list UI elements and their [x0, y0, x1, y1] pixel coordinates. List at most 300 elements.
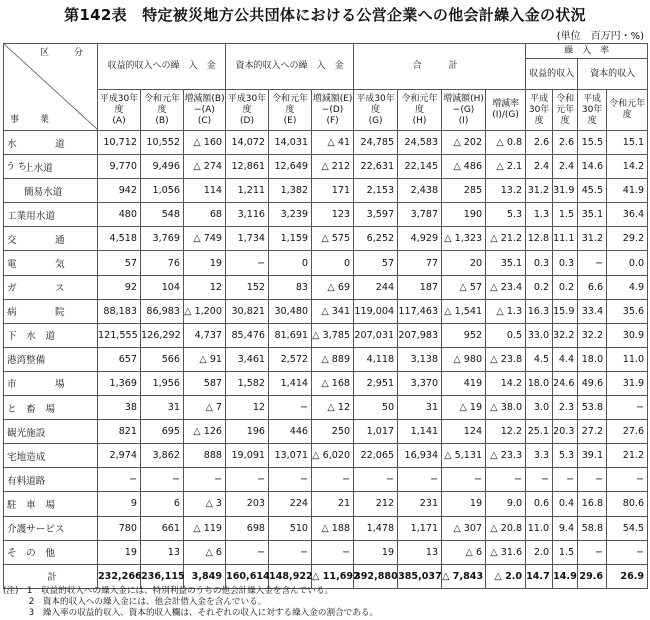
- table-cell: 9,496: [141, 155, 184, 179]
- table-cell: −: [607, 396, 648, 420]
- table-cell: 1,956: [141, 371, 184, 395]
- table-row: [4, 323, 648, 347]
- table-cell: 3,370: [398, 371, 442, 395]
- table-cell: △ 31.6: [486, 540, 526, 564]
- table-cell: 0.2: [526, 275, 553, 299]
- table-cell: −: [486, 468, 526, 492]
- table-cell: 888: [184, 444, 226, 468]
- table-cell: 36.4: [607, 203, 648, 227]
- column-header-code: (I): [458, 115, 469, 126]
- table-cell: △ 202: [442, 131, 486, 155]
- table-cell: 2.0: [526, 540, 553, 564]
- table-cell: 1,414: [269, 371, 312, 395]
- table-cell: 14.2: [607, 155, 648, 179]
- table-cell: 32.2: [578, 323, 607, 347]
- table-cell: 419: [442, 371, 486, 395]
- table-cell: 21.2: [607, 444, 648, 468]
- table-cell: 92: [98, 275, 141, 299]
- table-row: [4, 227, 648, 251]
- kubun-label: 区 分: [39, 48, 91, 58]
- table-cell: 207,983: [398, 323, 442, 347]
- table-cell: 152: [226, 275, 269, 299]
- table-cell: −: [578, 468, 607, 492]
- table-cell: 250: [312, 420, 354, 444]
- table-cell: −: [354, 468, 398, 492]
- table-cell: 19,091: [226, 444, 269, 468]
- table-cell: 1,582: [226, 371, 269, 395]
- row-label-text: 水 道: [7, 138, 65, 150]
- table-cell: 2,438: [398, 179, 442, 203]
- table-title: 第142表 特定被災地方公共団体における公営企業への他会計繰入金の状況: [64, 6, 586, 24]
- table-cell: 15.9: [553, 299, 578, 323]
- sub-d2-header: 資本的収入: [578, 59, 648, 90]
- table-cell: △ 274: [184, 155, 226, 179]
- table-cell: 35.1: [578, 203, 607, 227]
- table-cell: 33.0: [526, 323, 553, 347]
- table-cell: 30,480: [269, 299, 312, 323]
- table-cell: 88,183: [98, 299, 141, 323]
- column-header-label: 平成30年度: [356, 93, 395, 115]
- table-cell: △ 6,020: [312, 444, 354, 468]
- table-cell: 22,065: [354, 444, 398, 468]
- table-cell: 11.0: [526, 516, 553, 540]
- table-cell: 31: [398, 396, 442, 420]
- table-row: [4, 420, 648, 444]
- table-cell: 187: [398, 275, 442, 299]
- column-header: [184, 90, 226, 131]
- row-label-text: 計: [47, 572, 57, 584]
- footnote: 3 繰入率の収益的収入、資本的収入欄は、それぞれの収入に対する繰入金の割合である。: [3, 607, 379, 618]
- table-cell: 1,056: [141, 179, 184, 203]
- table-cell: 10,552: [141, 131, 184, 155]
- table-cell: 22,145: [398, 155, 442, 179]
- table-cell: 212: [354, 492, 398, 516]
- table-cell: 54.5: [607, 516, 648, 540]
- table-cell: 5.3: [553, 444, 578, 468]
- table-cell: 0.6: [526, 492, 553, 516]
- table-cell: △ 212: [312, 155, 354, 179]
- column-header: [442, 90, 486, 131]
- table-cell: 85,476: [226, 323, 269, 347]
- row-label-text: 市 場: [7, 379, 65, 391]
- row-label: [4, 396, 98, 420]
- table-cell: 38: [98, 396, 141, 420]
- row-label: [4, 564, 98, 588]
- table-cell: 76: [141, 251, 184, 275]
- table-cell: 20: [442, 251, 486, 275]
- column-header-label: 令和元年度: [143, 93, 180, 115]
- row-label: [4, 155, 98, 179]
- table-cell: 0.3: [553, 251, 578, 275]
- table-cell: 1,017: [354, 420, 398, 444]
- table-cell: △ 1,541: [442, 299, 486, 323]
- group-c-header: 合 計: [354, 44, 526, 90]
- table-cell: 119,004: [354, 299, 398, 323]
- table-cell: 385,037: [398, 564, 442, 588]
- column-header: [486, 90, 526, 131]
- row-label: [4, 179, 98, 203]
- table-cell: 4.9: [607, 275, 648, 299]
- row-label-text: ガ ス: [7, 283, 65, 295]
- table-cell: 510: [269, 516, 312, 540]
- table-cell: △ 1,200: [184, 299, 226, 323]
- table-cell: 15.5: [578, 131, 607, 155]
- row-label: [4, 251, 98, 275]
- table-cell: 14.7: [526, 564, 553, 588]
- table-cell: 446: [269, 420, 312, 444]
- table-cell: △ 3,785: [312, 323, 354, 347]
- table-cell: △ 2.0: [486, 564, 526, 588]
- table-cell: 31.9: [553, 179, 578, 203]
- column-header: [226, 90, 269, 131]
- table-cell: 30,821: [226, 299, 269, 323]
- table-row: [4, 468, 648, 492]
- table-cell: −: [607, 540, 648, 564]
- row-label: [4, 371, 98, 395]
- row-label: [4, 275, 98, 299]
- row-label-text: 病 院: [7, 307, 65, 319]
- table-cell: 19: [184, 251, 226, 275]
- row-label: [4, 492, 98, 516]
- table-cell: 30.9: [607, 323, 648, 347]
- table-cell: 548: [141, 203, 184, 227]
- table-cell: 3,787: [398, 203, 442, 227]
- column-header-code: (E): [283, 115, 297, 126]
- table-cell: △ 6: [442, 540, 486, 564]
- table-cell: −: [578, 251, 607, 275]
- column-header-label: 増減額(B)−(A): [184, 93, 225, 115]
- row-label-text: 有料道路: [7, 475, 46, 487]
- total-row: [4, 564, 648, 588]
- table-cell: 3,597: [354, 203, 398, 227]
- table-cell: −: [578, 540, 607, 564]
- table-cell: 77: [398, 251, 442, 275]
- column-header-label: 令和元年度: [556, 93, 575, 126]
- table-cell: 203: [226, 492, 269, 516]
- row-label: [4, 347, 98, 371]
- table-cell: △ 126: [184, 420, 226, 444]
- table-cell: △ 160: [184, 131, 226, 155]
- table-cell: 86,983: [141, 299, 184, 323]
- table-cell: 6.6: [578, 275, 607, 299]
- table-row: [4, 203, 648, 227]
- table-cell: 15.1: [607, 131, 648, 155]
- group-a-header: 収益的収入への繰 入 金: [98, 44, 226, 90]
- table-cell: 12,861: [226, 155, 269, 179]
- table-cell: △ 6: [184, 540, 226, 564]
- jigyo-label: 事 業: [10, 115, 56, 125]
- table-cell: 2,572: [269, 347, 312, 371]
- table-row: [4, 396, 648, 420]
- column-header-code: (F): [326, 115, 339, 126]
- table-cell: 0.3: [526, 251, 553, 275]
- table-cell: 19: [442, 492, 486, 516]
- table-cell: −: [184, 468, 226, 492]
- table-cell: 4,518: [98, 227, 141, 251]
- table-cell: 2.3: [553, 396, 578, 420]
- table-cell: −: [312, 468, 354, 492]
- table-cell: 661: [141, 516, 184, 540]
- table-cell: 68: [184, 203, 226, 227]
- corner-header: [4, 44, 98, 131]
- table-cell: 20.3: [553, 420, 578, 444]
- table-cell: 9,770: [98, 155, 141, 179]
- table-cell: 16.8: [578, 492, 607, 516]
- column-header: [398, 90, 442, 131]
- table-cell: 35.1: [486, 251, 526, 275]
- table-cell: △ 41: [312, 131, 354, 155]
- row-label: [4, 323, 98, 347]
- table-cell: 1,382: [269, 179, 312, 203]
- table-cell: 587: [184, 371, 226, 395]
- table-cell: 952: [442, 323, 486, 347]
- column-header: [354, 90, 398, 131]
- table-cell: 12,649: [269, 155, 312, 179]
- table-cell: △ 91: [184, 347, 226, 371]
- table-cell: 196: [226, 420, 269, 444]
- table-cell: 12: [184, 275, 226, 299]
- table-cell: △ 486: [442, 155, 486, 179]
- data-table: [3, 43, 648, 589]
- row-label: [4, 444, 98, 468]
- table-cell: 3,116: [226, 203, 269, 227]
- table-cell: 160,614: [226, 564, 269, 588]
- table-row: [4, 492, 648, 516]
- uchi-label: う ち: [6, 162, 27, 173]
- table-cell: △ 5,131: [442, 444, 486, 468]
- table-cell: △ 23.4: [486, 275, 526, 299]
- table-cell: 117,463: [398, 299, 442, 323]
- table-cell: 1.3: [526, 203, 553, 227]
- table-cell: 480: [98, 203, 141, 227]
- table-cell: 11.1: [553, 227, 578, 251]
- table-cell: 942: [98, 179, 141, 203]
- table-row: [4, 540, 648, 564]
- row-label-text: 宅地造成: [7, 451, 46, 463]
- row-label: [4, 131, 98, 155]
- table-row: [4, 275, 648, 299]
- table-cell: 21: [312, 492, 354, 516]
- table-cell: 12: [226, 396, 269, 420]
- table-cell: 27.6: [607, 420, 648, 444]
- table-cell: 1,734: [226, 227, 269, 251]
- table-row: [4, 131, 648, 155]
- table-cell: 3,239: [269, 203, 312, 227]
- table-cell: △ 3: [184, 492, 226, 516]
- table-cell: 16,934: [398, 444, 442, 468]
- column-header-code: (D): [240, 115, 254, 126]
- table-cell: △ 23.8: [486, 347, 526, 371]
- row-label-text: 簡易水道: [24, 186, 63, 198]
- table-cell: 9.0: [486, 492, 526, 516]
- table-cell: −: [226, 468, 269, 492]
- table-cell: 14.9: [553, 564, 578, 588]
- table-cell: 114: [184, 179, 226, 203]
- table-cell: △ 57: [442, 275, 486, 299]
- table-cell: △ 69: [312, 275, 354, 299]
- table-cell: 19: [354, 540, 398, 564]
- table-cell: 9.4: [553, 516, 578, 540]
- table-cell: △ 11,692: [312, 564, 354, 588]
- table-cell: 31: [141, 396, 184, 420]
- column-header-code: (H): [412, 115, 427, 126]
- unit-label: (単位 百万円・%): [556, 31, 644, 42]
- table-cell: 32.2: [553, 323, 578, 347]
- table-cell: △ 119: [184, 516, 226, 540]
- table-cell: 80.6: [607, 492, 648, 516]
- table-cell: 1,478: [354, 516, 398, 540]
- table-cell: △ 0.8: [486, 131, 526, 155]
- table-cell: 1.5: [553, 540, 578, 564]
- column-header-label: 増減額(E)−(D): [312, 93, 353, 115]
- table-cell: 31.9: [607, 371, 648, 395]
- table-cell: 121,555: [98, 323, 141, 347]
- table-cell: 3,862: [141, 444, 184, 468]
- column-header: [98, 90, 141, 131]
- table-cell: 14.2: [486, 371, 526, 395]
- table-cell: 2,951: [354, 371, 398, 395]
- table-cell: 24.6: [553, 371, 578, 395]
- table-cell: △ 23.3: [486, 444, 526, 468]
- table-cell: 57: [98, 251, 141, 275]
- table-cell: 207,031: [354, 323, 398, 347]
- row-label: [4, 299, 98, 323]
- sub-d1-header: 収益的収入: [526, 59, 578, 90]
- table-cell: △ 21.2: [486, 227, 526, 251]
- row-label-text: 下 水 道: [7, 331, 55, 343]
- column-header-code: (C): [197, 115, 212, 126]
- table-cell: 2,153: [354, 179, 398, 203]
- table-cell: 3,769: [141, 227, 184, 251]
- table-cell: 22,631: [354, 155, 398, 179]
- table-cell: 3,138: [398, 347, 442, 371]
- table-cell: 39.1: [578, 444, 607, 468]
- table-cell: −: [226, 251, 269, 275]
- table-row: [4, 155, 648, 179]
- table-cell: △ 38.0: [486, 396, 526, 420]
- table-cell: 6: [141, 492, 184, 516]
- row-label: [4, 540, 98, 564]
- table-cell: 3,849: [184, 564, 226, 588]
- table-cell: 53.8: [578, 396, 607, 420]
- row-label-text: 港湾整備: [7, 355, 46, 367]
- table-row: [4, 251, 648, 275]
- table-cell: 171: [312, 179, 354, 203]
- table-cell: 83: [269, 275, 312, 299]
- footnote: (注) 1 収益的収入への繰入金には、特別利益のうちの他会計繰入金を含んでいる。: [3, 586, 334, 596]
- table-cell: −: [269, 540, 312, 564]
- table-cell: 698: [226, 516, 269, 540]
- table-cell: 50: [354, 396, 398, 420]
- table-cell: 18.0: [526, 371, 553, 395]
- table-cell: 695: [141, 420, 184, 444]
- group-d-header: 繰 入 率: [526, 44, 648, 59]
- row-label: [4, 203, 98, 227]
- table-cell: −: [398, 468, 442, 492]
- table-cell: 148,922: [269, 564, 312, 588]
- table-cell: −: [526, 468, 553, 492]
- table-cell: 224: [269, 492, 312, 516]
- table-cell: 26.9: [607, 564, 648, 588]
- table-cell: −: [98, 468, 141, 492]
- table-cell: 14.6: [578, 155, 607, 179]
- table-cell: 33.4: [578, 299, 607, 323]
- table-cell: 6,252: [354, 227, 398, 251]
- table-cell: △ 2.1: [486, 155, 526, 179]
- table-cell: 2.6: [526, 131, 553, 155]
- table-cell: 657: [98, 347, 141, 371]
- table-cell: 4.5: [526, 347, 553, 371]
- table-cell: 10,712: [98, 131, 141, 155]
- table-cell: 0.4: [553, 492, 578, 516]
- group-b-header: 資本的収入への繰 入 金: [226, 44, 354, 90]
- table-cell: 2.6: [553, 131, 578, 155]
- table-cell: 13: [141, 540, 184, 564]
- table-cell: 29.2: [607, 227, 648, 251]
- column-header-code: (B): [155, 115, 169, 126]
- table-cell: −: [269, 468, 312, 492]
- table-cell: −: [226, 540, 269, 564]
- footnotes: [3, 586, 378, 618]
- table-cell: 392,880: [354, 564, 398, 588]
- table-cell: 31.2: [578, 227, 607, 251]
- row-label-text: 電 気: [7, 259, 65, 271]
- table-cell: △ 575: [312, 227, 354, 251]
- table-cell: 2.4: [526, 155, 553, 179]
- table-cell: 190: [442, 203, 486, 227]
- table-cell: △ 7: [184, 396, 226, 420]
- table-cell: 11.0: [607, 347, 648, 371]
- table-row: [4, 179, 648, 203]
- footnote: 2 資本的収入への繰入金には、他会計借入金を含んでいる。: [3, 596, 267, 607]
- table-cell: 1.5: [553, 203, 578, 227]
- row-label: [4, 420, 98, 444]
- row-label-text: そ の 他: [7, 548, 55, 560]
- column-header: [269, 90, 312, 131]
- table-cell: △ 12: [312, 396, 354, 420]
- column-header: [578, 90, 607, 131]
- table-cell: 45.5: [578, 179, 607, 203]
- table-cell: △ 749: [184, 227, 226, 251]
- table-cell: 231: [398, 492, 442, 516]
- table-cell: 4.4: [553, 347, 578, 371]
- column-header: [553, 90, 578, 131]
- column-header-label: 平成30年度: [227, 93, 267, 115]
- row-label-text: 駐 車 場: [7, 499, 55, 511]
- table-cell: 58.8: [578, 516, 607, 540]
- table-cell: △ 980: [442, 347, 486, 371]
- table-cell: 81,691: [269, 323, 312, 347]
- table-cell: 0.5: [486, 323, 526, 347]
- table-cell: 13.2: [486, 179, 526, 203]
- table-cell: 35.6: [607, 299, 648, 323]
- table-cell: 29.6: [578, 564, 607, 588]
- table-cell: 4,118: [354, 347, 398, 371]
- table-cell: 0: [269, 251, 312, 275]
- column-header-label: 令和元年度: [609, 99, 646, 120]
- table-cell: 1,369: [98, 371, 141, 395]
- table-cell: 5.3: [486, 203, 526, 227]
- row-label-text: 観光施設: [7, 427, 46, 439]
- table-row: [4, 516, 648, 540]
- column-header: [141, 90, 184, 131]
- table-cell: 124: [442, 420, 486, 444]
- row-label: [4, 227, 98, 251]
- table-cell: 49.6: [578, 371, 607, 395]
- table-row: [4, 444, 648, 468]
- row-label-text: と 畜 場: [7, 403, 55, 415]
- table-cell: 821: [98, 420, 141, 444]
